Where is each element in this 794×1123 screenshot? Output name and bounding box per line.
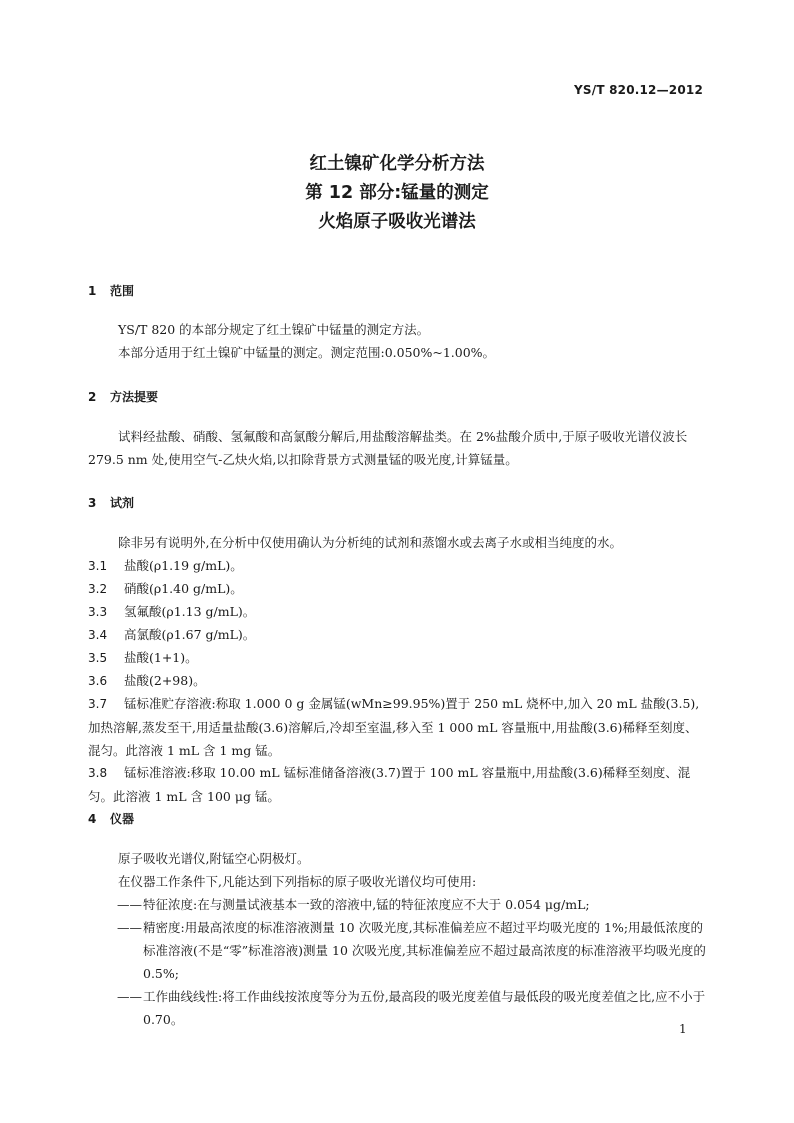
reagent-item — [88, 623, 708, 647]
item-text: 锰标准溶液:移取 10.00 mL 锰标准储备溶液(3.7)置于 100 mL 容量瓶中,用盐酸(3.6)稀释至刻度、混匀。此溶液 1 mL 含 100 μg 锰。 — [88, 765, 691, 804]
scope-paragraph-2: 本部分适用于红土镍矿中锰量的测定。测定范围:0.050%~1.00%。 — [118, 345, 496, 360]
item-text: 特征浓度:在与测量试液基本一致的溶液中,锰的特征浓度应不大于 0.054 μg/mL; — [143, 897, 590, 912]
reagent-item — [88, 577, 708, 601]
reagent-item — [88, 761, 708, 808]
item-number: 3.5 — [88, 651, 108, 665]
reagent-item — [88, 554, 708, 578]
reagents-intro: 除非另有说明外,在分析中仅使用确认为分析纯的试剂和蒸馏水或去离子水或相当纯度的水。 — [118, 535, 622, 550]
item-number: 3.2 — [88, 582, 108, 596]
reagent-item — [88, 692, 708, 762]
section-number: 3 — [88, 496, 97, 510]
section-title: 方法提要 — [110, 390, 159, 404]
section-heading-scope — [88, 282, 134, 299]
section-number: 4 — [88, 812, 97, 826]
section-number: 1 — [88, 284, 97, 298]
requirement-item — [117, 985, 709, 1031]
scope-paragraph-1: YS/T 820 的本部分规定了红土镍矿中锰量的测定方法。 — [118, 322, 430, 337]
apparatus-paragraph-1: 原子吸收光谱仪,附锰空心阴极灯。 — [118, 851, 310, 866]
title-line-3: 火焰原子吸收光谱法 — [318, 212, 476, 232]
item-text: 高氯酸(ρ1.67 g/mL)。 — [124, 627, 256, 642]
section-title: 仪器 — [110, 812, 135, 826]
item-number: 3.6 — [88, 674, 108, 688]
reagent-item — [88, 646, 708, 670]
standard-number: YS/T 820.12—2012 — [574, 83, 703, 97]
item-text: 盐酸(1+1)。 — [124, 650, 198, 665]
principle-paragraph: 试料经盐酸、硝酸、氢氟酸和高氯酸分解后,用盐酸溶解盐类。在 2%盐酸介质中,于原子吸收光谱仪波长 279.5 nm 处,使用空气-乙炔火焰,以扣除背景方式测量锰的吸光度,计算锰量。 — [88, 429, 688, 467]
item-number: 3.7 — [88, 697, 108, 711]
item-text: 锰标准贮存溶液:称取 1.000 0 g 金属锰(wMn≥99.95%)置于 250 mL 烧杯中,加入 20 mL 盐酸(3.5),加热溶解,蒸发至干,用适量盐酸(3.6)溶解后,冷却至室温,移入至 1 000 mL 容量瓶中,用盐酸(3.6)稀释至刻度、混匀。此溶液 1 mL 含 1 mg 锰。 — [88, 696, 700, 758]
section-title: 试剂 — [110, 496, 135, 510]
title-line-1: 红土镍矿化学分析方法 — [309, 154, 485, 174]
section-heading-principle — [88, 388, 158, 405]
dash-marker: —— — [117, 897, 142, 912]
dash-marker: —— — [117, 989, 142, 1004]
reagent-item — [88, 600, 708, 624]
requirement-item — [117, 916, 709, 985]
document-title — [0, 150, 794, 237]
item-text: 工作曲线线性:将工作曲线按浓度等分为五份,最高段的吸光度差值与最低段的吸光度差值之比,应不小于 0.70。 — [143, 989, 706, 1027]
dash-marker: —— — [117, 920, 142, 935]
page-number: 1 — [679, 1022, 687, 1036]
item-text: 盐酸(2+98)。 — [124, 673, 206, 688]
apparatus-paragraph-2: 在仪器工作条件下,凡能达到下列指标的原子吸收光谱仪均可使用: — [118, 874, 477, 889]
item-text: 硝酸(ρ1.40 g/mL)。 — [124, 581, 243, 596]
item-text: 盐酸(ρ1.19 g/mL)。 — [124, 558, 243, 573]
section-heading-reagents — [88, 494, 134, 511]
requirement-item — [117, 893, 709, 916]
section-number: 2 — [88, 390, 97, 404]
item-number: 3.1 — [88, 559, 108, 573]
item-text: 精密度:用最高浓度的标准溶液测量 10 次吸光度,其标准偏差应不超过平均吸光度的 1%;用最低浓度的标准溶液(不是“零”标准溶液)测量 10 次吸光度,其标准偏差应不超过最高浓度的标准溶液平均吸光度的 0.5%; — [143, 920, 706, 981]
item-number: 3.8 — [88, 766, 108, 780]
item-number: 3.3 — [88, 605, 108, 619]
title-line-2: 第 12 部分:锰量的测定 — [305, 183, 489, 203]
section-title: 范围 — [110, 284, 135, 298]
item-text: 氢氟酸(ρ1.13 g/mL)。 — [124, 604, 256, 619]
section-heading-apparatus — [88, 810, 134, 827]
item-number: 3.4 — [88, 628, 108, 642]
reagent-item — [88, 669, 708, 693]
